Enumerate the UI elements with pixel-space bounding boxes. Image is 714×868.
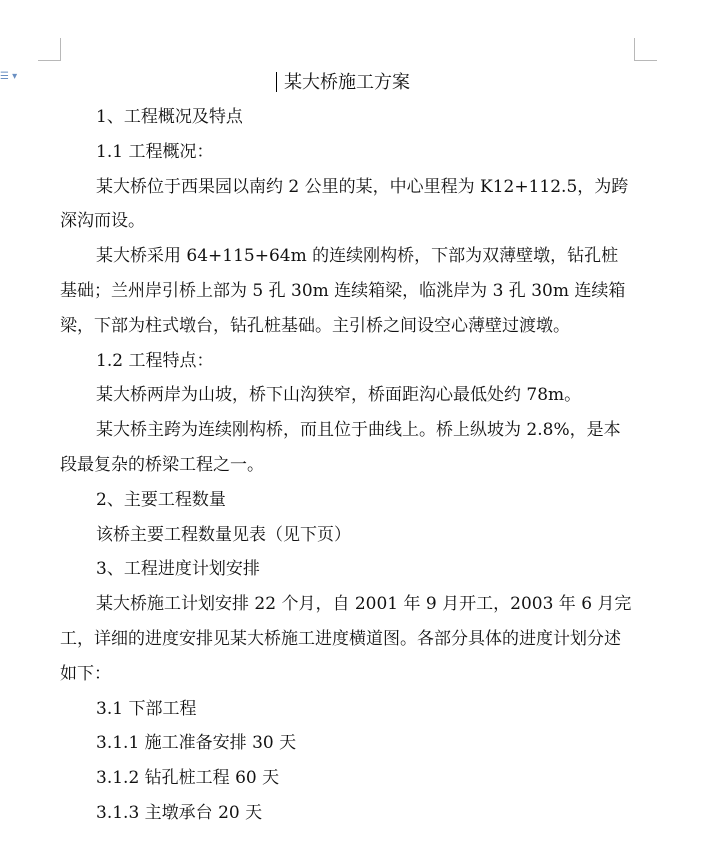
- document-title: 某大桥施工方案: [284, 72, 410, 93]
- section-heading-3-1-1: 3.1.1 施工准备安排 30 天: [96, 733, 297, 754]
- section-heading-3-1: 3.1 下部工程: [96, 698, 197, 719]
- document-body[interactable]: [60, 66, 634, 831]
- page-corner-marker-top-left: [38, 38, 61, 61]
- section-heading-3: 3、工程进度计划安排: [96, 559, 260, 580]
- paragraph-terrain: 某大桥两岸为山坡，桥下山沟狭窄，桥面距沟心最低处约 78m。: [96, 385, 582, 406]
- section-heading-1: 1、工程概况及特点: [96, 107, 243, 127]
- section-heading-1-2: 1.2 工程特点：: [96, 350, 214, 371]
- paragraph-structure: 某大桥采用 64+115+64m 的连续刚构桥，下部为双薄壁墩，钻孔桩基础；兰州岸引桥上部为 5 孔 30m 连续箱梁，临洮岸为 3 孔 30m 连续箱梁，下部为柱式墩台，钻孔桩基础。主引桥之间设空心薄壁过渡墩。: [60, 246, 626, 336]
- paragraph-schedule: 某大桥施工计划安排 22 个月，自 2001 年 9 月开工，2003 年 6 月完工，详细的进度安排见某大桥施工进度横道图。各部分具体的进度计划分述如下：: [60, 594, 632, 684]
- section-heading-3-1-3: 3.1.3 主墩承台 20 天: [96, 802, 263, 823]
- section-heading-2: 2、主要工程数量: [96, 489, 226, 510]
- quantity-note: 该桥主要工程数量见表（见下页）: [96, 524, 351, 545]
- section-heading-1-1: 1.1 工程概况：: [96, 141, 214, 162]
- paragraph-nav-icon[interactable]: ☰ ▾: [0, 71, 18, 82]
- section-heading-3-1-2: 3.1.2 钻孔桩工程 60 天: [96, 768, 280, 789]
- paragraph-location: 某大桥位于西果园以南约 2 公里的某，中心里程为 K12+112.5，为跨深沟而设。: [60, 176, 629, 232]
- page-corner-marker-top-right: [634, 38, 657, 61]
- paragraph-main-span: 某大桥主跨为连续刚构桥，而且位于曲线上。桥上纵坡为 2.8%，是本段最复杂的桥梁工程之一。: [60, 420, 621, 475]
